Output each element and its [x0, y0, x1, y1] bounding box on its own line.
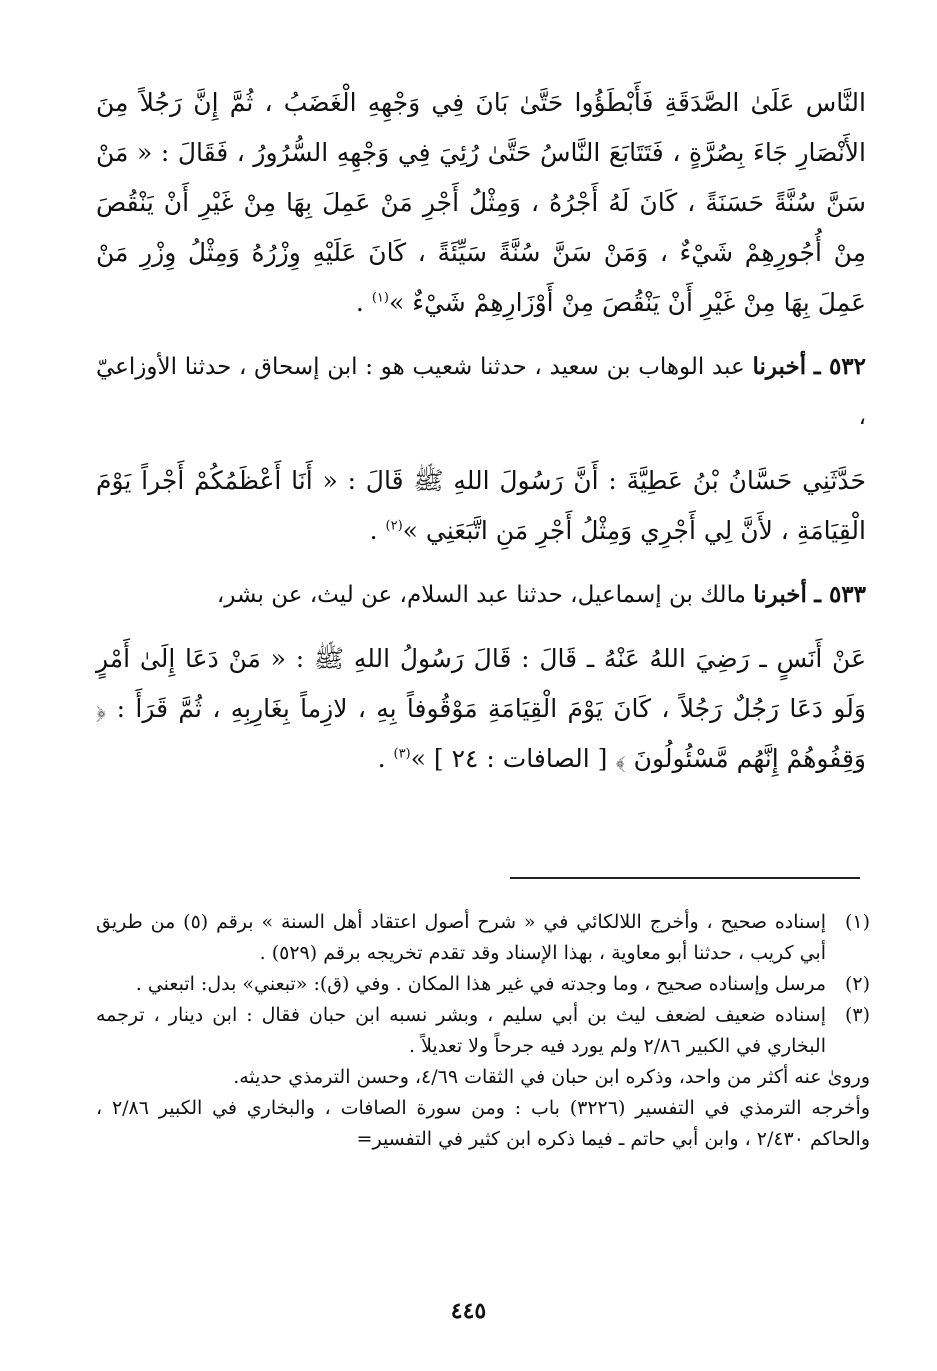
- hadith-531-text: النَّاس عَلَىٰ الصَّدَقَةِ فَأَبْطَؤُوا حَتَّىٰ بَانَ فِي وَجْهِهِ الْغَضَبُ ، ثُمَّ إِنَّ رَجُلاً مِنَ الأَنْصَارِ جَاءَ بِصُرَّةٍ ، فَتَتَابَعَ النَّاسُ حَتَّىٰ رُئِيَ فِي وَجْهِهِ السُّرُورُ ، فَقَالَ : « مَنْ سَنَّ سُنَّةً حَسَنَةً ، كَانَ لَهُ أَجْرُهُ ، وَمِثْلُ أَجْرِ مَنْ عَمِلَ بِهَا مِنْ غَيْرِ أَنْ يَنْقُصَ مِنْ أُجُورِهِمْ شَيْءٌ ، وَمَنْ سَنَّ سُنَّةً سَيِّئَةً ، كَانَ عَلَيْهِ وِزْرُهُ وَمِثْلُ وِزْرِ مَنْ عَمِلَ بِهَا مِنْ غَيْرِ أَنْ يَنْقُصَ مِنْ أَوْزَارِهِمْ شَيْءٌ »: [96, 88, 866, 317]
- page-number: ٤٤٥: [450, 1298, 487, 1324]
- footnote-ref-2: (٢): [385, 518, 403, 534]
- footnotes: [96, 907, 870, 1155]
- footnote-divider: [510, 877, 860, 879]
- hadith-532-text: حَدَّثَنِي حَسَّانُ بْنُ عَطِيَّةَ : أَنَّ رَسُولَ اللهِ ﷺ قَالَ : « أَنَا أَعْظَمُكُمْ أَجْراً يَوْمَ الْقِيَامَةِ ، لأَنَّ لِي أَجْرِي وَمِثْلُ أَجْرِ مَنِ اتَّبَعَنِي »: [96, 466, 866, 545]
- hadith-532-matn: حَدَّثَنِي حَسَّانُ بْنُ عَطِيَّةَ : أَنَّ رَسُولَ اللهِ ﷺ قَالَ : « أَنَا أَعْظَمُكُمْ أَجْراً يَوْمَ الْقِيَامَةِ ، لأَنَّ لِي أَجْرِي وَمِثْلُ أَجْرِ مَنِ اتَّبَعَنِي »$^{(٢)}$ .: [96, 466, 866, 545]
- footnote-text: إسناده صحيح ، وأخرج اللالكائي في « شرح أصول اعتقاد أهل السنة » برقم (٥) من طريق أبي كريب ، حدثنا أبو معاوية ، بهذا الإسناد وقد تقدم تخريجه برقم (٥٢٩) .: [96, 911, 826, 964]
- footnote-3-continuation-1: وروىٰ عنه أكثر من واحد، وذكره ابن حبان في الثقات ٤/٦٩، وحسن الترمذي حديثه.: [233, 1066, 870, 1088]
- main-text: [96, 78, 866, 784]
- footnote-number: (٣): [844, 1004, 870, 1026]
- hadith-533-matn: عَنْ أَنَسٍ ـ رَضِيَ اللهُ عَنْهُ ـ قَالَ : قَالَ رَسُولُ اللهِ ﷺ : « مَنْ دَعَا إِلَىٰ أَمْرٍ وَلَو دَعَا رَجُلٌ رَجُلاً ، كَانَ يَوْمَ الْقِيَامَةِ مَوْقُوفاً بِهِ ، لازِماً بِغَارِبِهِ ، ثُمَّ قَرَأَ : ﴿ وَقِفُوهُمْ إِنَّهُم مَّسْئُولُونَ ﴾ [ الصافات : ٢٤ ] »$^{(٣)}$ .: [96, 644, 866, 773]
- footnote-ref-1: (١): [371, 290, 389, 306]
- footnote-2: [96, 969, 870, 1000]
- hadith-532-isnad-lead: أخبرنا: [752, 353, 807, 380]
- footnote-text: إسناده ضعيف لضعف ليث بن أبي سليم ، وبشر نسبه ابن حبان فقال : ابن دينار ، ترجمه البخاري في الكبير ٢/٨٦ ولم يورد فيه جرحاً ولا تعديلاً .: [96, 1004, 826, 1057]
- footnote-ref-3: (٣): [393, 746, 411, 762]
- hadith-533-isnad-text: مالك بن إسماعيل، حدثنا عبد السلام، عن ليث، عن بشر،: [216, 582, 746, 608]
- hadith-533-text: عَنْ أَنَسٍ ـ رَضِيَ اللهُ عَنْهُ ـ قَالَ : قَالَ رَسُولُ اللهِ ﷺ : « مَنْ دَعَا إِلَىٰ أَمْرٍ وَلَو دَعَا رَجُلٌ رَجُلاً ، كَانَ يَوْمَ الْقِيَامَةِ مَوْقُوفاً بِهِ ، لازِماً بِغَارِبِهِ ، ثُمَّ قَرَأَ : ﴿ وَقِفُوهُمْ إِنَّهُم مَّسْئُولُونَ ﴾ [ الصافات : ٢٤ ] »: [96, 644, 866, 773]
- footnote-1: [96, 907, 870, 969]
- footnote-3: [96, 1000, 870, 1062]
- hadith-532-isnad-text: عبد الوهاب بن سعيد ، حدثنا شعيب هو : ابن إسحاق ، حدثنا الأوزاعيّ ،: [96, 354, 866, 430]
- hadith-533-isnad-lead: أخبرنا: [753, 581, 807, 608]
- hadith-533-number: ٥٣٣ ـ: [814, 581, 866, 608]
- hadith-532-number: ٥٣٢ ـ: [813, 353, 867, 380]
- footnote-text: مرسل وإسناده صحيح ، وما وجدته في غير هذا المكان . وفي (ق): «تبعني» بدل: اتبعني .: [135, 973, 826, 995]
- hadith-532-isnad: [96, 342, 866, 442]
- hadith-533-isnad: [96, 570, 866, 620]
- footnote-number: (٢): [844, 973, 870, 995]
- hadith-531-ending: النَّاس عَلَىٰ الصَّدَقَةِ فَأَبْطَؤُوا حَتَّىٰ بَانَ فِي وَجْهِهِ الْغَضَبُ ، ثُمَّ إِنَّ رَجُلاً مِنَ الأَنْصَارِ جَاءَ بِصُرَّةٍ ، فَتَتَابَعَ النَّاسُ حَتَّىٰ رُئِيَ فِي وَجْهِهِ السُّرُورُ ، فَقَالَ : « مَنْ سَنَّ سُنَّةً حَسَنَةً ، كَانَ لَهُ أَجْرُهُ ، وَمِثْلُ أَجْرِ مَنْ عَمِلَ بِهَا مِنْ غَيْرِ أَنْ يَنْقُصَ مِنْ أُجُورِهِمْ شَيْءٌ ، وَمَنْ سَنَّ سُنَّةً سَيِّئَةً ، كَانَ عَلَيْهِ وِزْرُهُ وَمِثْلُ وِزْرِ مَنْ عَمِلَ بِهَا مِنْ غَيْرِ أَنْ يَنْقُصَ مِنْ أَوْزَارِهِمْ شَيْءٌ »$^{(١)}$ .: [96, 88, 866, 317]
- footnote-3-continuation-2: وأخرجه الترمذي في التفسير (٣٢٢٦) باب : ومن سورة الصافات ، والبخاري في الكبير ٢/٨٦ ، والحاكم ٢/٤٣٠ ، وابن أبي حاتم ـ فيما ذكره ابن كثير في التفسير=: [96, 1097, 870, 1150]
- footnote-number: (١): [844, 911, 870, 933]
